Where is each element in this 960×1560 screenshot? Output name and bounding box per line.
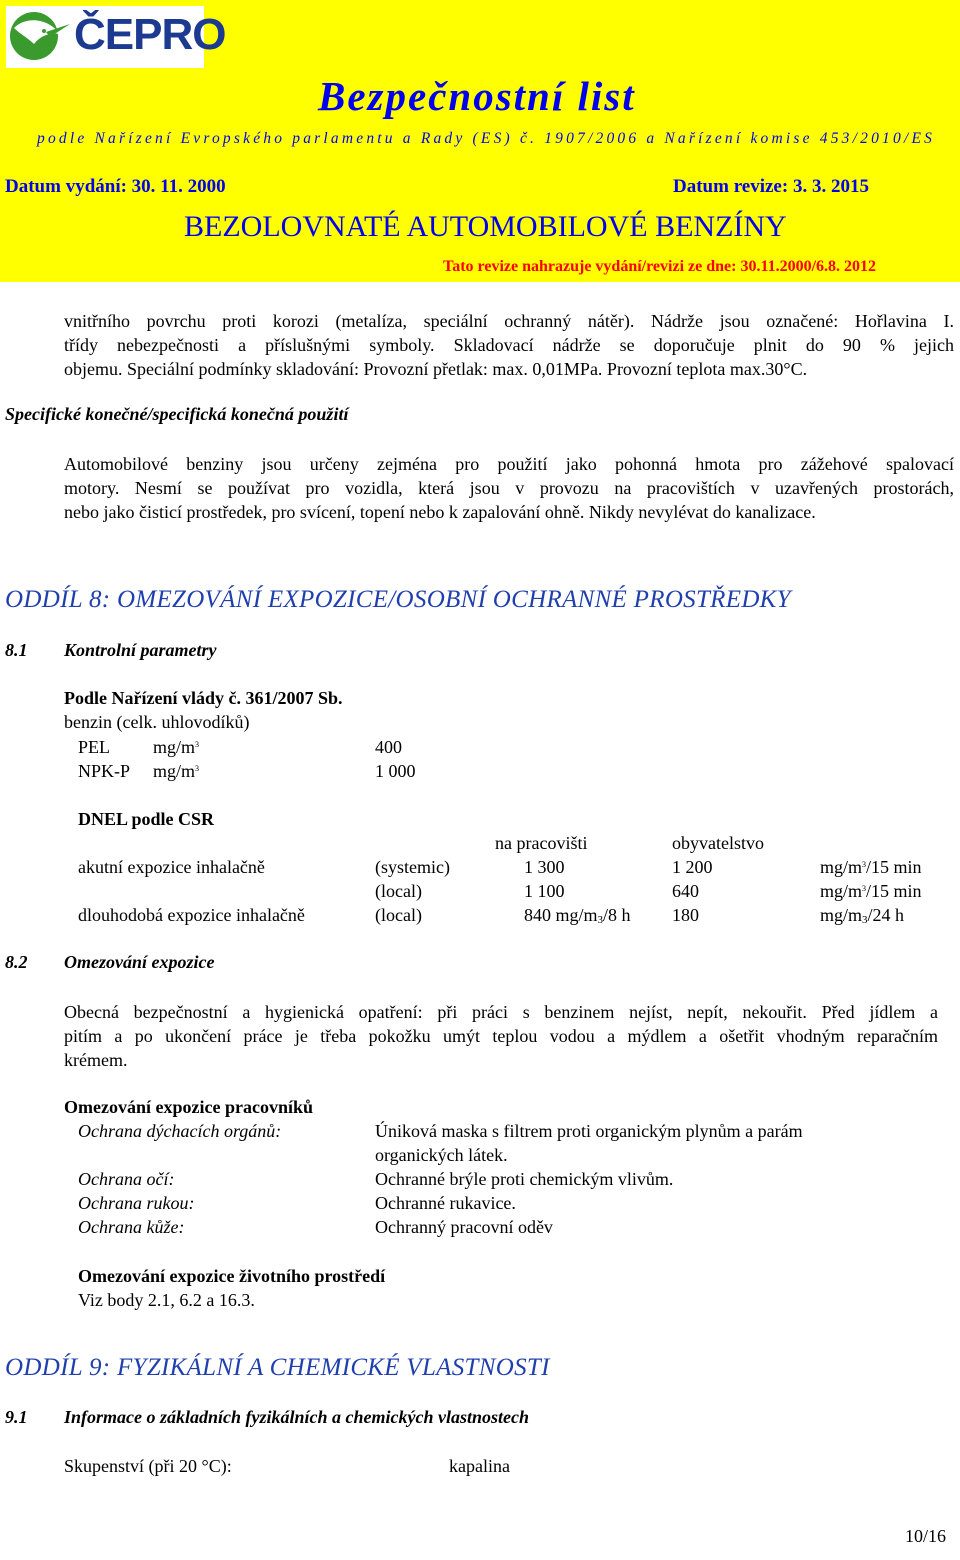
section-8-title: ODDÍL 8: OMEZOVÁNÍ EXPOZICE/OSOBNÍ OCHRANNÉ PROSTŘEDKY xyxy=(5,586,791,613)
product-name: BEZOLOVNATÉ AUTOMOBILOVÉ BENZÍNY xyxy=(184,210,787,243)
revision-date: Datum revize: 3. 3. 2015 xyxy=(673,176,869,197)
page-number: 10/16 xyxy=(905,1526,947,1546)
storage-paragraph xyxy=(64,309,954,381)
dnel-work-value: 1 100 xyxy=(524,881,565,901)
dnel-exposure: dlouhodobá expozice inhalačně xyxy=(78,905,305,925)
subsection-9-1-title: Informace o základních fyzikálních a chemických vlastnostech xyxy=(64,1407,529,1427)
general-measures-line: krémem. xyxy=(64,1050,128,1070)
specific-use-line: motory. Nesmí se používat pro vozidla, která jsou v provozu na pracovištích v uzavřených prostorách, xyxy=(64,478,954,498)
dnel-type: (local) xyxy=(375,905,422,925)
regulation-reference: podle Nařízení Evropského parlamentu a Rady (ES) č. 1907/2006 a Nařízení komise 453/2010/ES xyxy=(37,130,936,147)
document-header xyxy=(0,0,960,282)
specific-use-line: nebo jako čisticí prostředek, pro svícení, topení nebo k zapalování ohně. Nikdy nevylévat do kanalizace. xyxy=(64,502,816,522)
specific-use-line: Automobilové benziny jsou určeny zejména pro použití jako pohonná hmota pro zážehové spalovací xyxy=(64,454,954,474)
limits-regulation: Podle Nařízení vlády č. 361/2007 Sb. xyxy=(64,688,343,708)
dnel-unit: $mg/m^3/15$ min xyxy=(820,881,922,901)
ppe-label: Ochrana kůže: xyxy=(78,1217,185,1237)
dnel-type: (systemic) xyxy=(375,857,450,877)
workers-exposure-title: Omezování expozice pracovníků xyxy=(64,1097,313,1117)
dnel-work-value: 1 300 xyxy=(524,857,565,877)
dnel-column-header: obyvatelstvo xyxy=(672,833,764,853)
general-measures-line: pitím a po ukončení práce je třeba pokožku umýt teplou vodou a mýdlem a ošetřit vhodným reparačním xyxy=(64,1026,938,1046)
limit-unit: $mg/m^3$ xyxy=(153,737,200,757)
state-value: kapalina xyxy=(449,1456,510,1476)
limit-name: NPK-P xyxy=(78,761,131,781)
dnel-type: (local) xyxy=(375,881,422,901)
subsection-8-1-number: 8.1 xyxy=(5,640,28,660)
issue-date: Datum vydání: 30. 11. 2000 xyxy=(5,176,226,197)
general-measures-line: Obecná bezpečnostní a hygienická opatření: při práci s benzinem nejíst, nepít, nekouřit. Před jídlem a xyxy=(64,1002,938,1022)
dnel-pop-value: 1 200 xyxy=(672,857,713,877)
environment-exposure-title: Omezování expozice životního prostředí xyxy=(78,1266,386,1286)
section-9-title: ODDÍL 9: FYZIKÁLNÍ A CHEMICKÉ VLASTNOSTI xyxy=(5,1354,550,1381)
hummingbird-logo-icon xyxy=(6,6,72,68)
ppe-label: Ochrana rukou: xyxy=(78,1193,195,1213)
environment-exposure-text: Viz body 2.1, 6.2 a 16.3. xyxy=(78,1290,255,1310)
ppe-value: Úniková maska s filtrem proti organickým plynům a parám xyxy=(375,1121,803,1141)
dnel-pop-value: 640 xyxy=(672,881,699,901)
dnel-column-header: na pracovišti xyxy=(495,833,588,853)
limit-name: PEL xyxy=(78,737,111,757)
dnel-unit: $mg/m_3/24$ h xyxy=(820,905,905,926)
subsection-8-1-title: Kontrolní parametry xyxy=(64,640,217,660)
ppe-value: Ochranné brýle proti chemickým vlivům. xyxy=(375,1169,674,1189)
subsection-8-2-number: 8.2 xyxy=(5,952,28,972)
ppe-label: Ochrana dýchacích orgánů: xyxy=(78,1121,282,1141)
storage-line: vnitřního povrchu proti korozi (metalíza, speciální ochranný nátěr). Nádrže jsou označené: Hořlavina I. xyxy=(64,311,954,331)
subsection-9-1-number: 9.1 xyxy=(5,1407,28,1427)
logo-wordmark: ČEPRO xyxy=(74,10,226,59)
limit-value: 400 xyxy=(375,737,402,757)
ppe-label: Ochrana očí: xyxy=(78,1169,175,1189)
dnel-unit: $mg/m^3/15$ min xyxy=(820,857,922,877)
state-label: Skupenství (při 20 °C): xyxy=(64,1456,232,1476)
general-measures-paragraph xyxy=(64,1000,938,1072)
dnel-title: DNEL podle CSR xyxy=(78,809,215,829)
dnel-pop-value: 180 xyxy=(672,905,699,925)
company-logo xyxy=(6,6,226,68)
specific-use-paragraph xyxy=(64,452,954,524)
ppe-value: Ochranný pracovní oděv xyxy=(375,1217,553,1237)
document-title: Bezpečnostní list xyxy=(318,73,636,119)
storage-line: třídy nebezpečnosti a příslušnými symboly. Skladovací nádrže se doporučuje plnit do 90 % jejich xyxy=(64,335,954,355)
limit-value: 1 000 xyxy=(375,761,416,781)
subsection-8-2-title: Omezování expozice xyxy=(64,952,215,972)
limit-unit: $mg/m^3$ xyxy=(153,761,200,781)
dnel-work-value: 840 $mg/m_3/8$ h xyxy=(524,905,631,926)
specific-use-heading: Specifické konečné/specifická konečná použití xyxy=(5,404,349,424)
dnel-exposure: akutní expozice inhalačně xyxy=(78,857,265,877)
revision-replaces-note: Tato revize nahrazuje vydání/revizi ze dne: 30.11.2000/6.8. 2012 xyxy=(443,258,877,275)
substance-name: benzin (celk. uhlovodíků) xyxy=(64,712,250,732)
storage-line: objemu. Speciální podmínky skladování: Provozní přetlak: max. 0,01MPa. Provozní teplota max.30°C. xyxy=(64,359,808,379)
ppe-value: organických látek. xyxy=(375,1145,508,1165)
ppe-value: Ochranné rukavice. xyxy=(375,1193,516,1213)
